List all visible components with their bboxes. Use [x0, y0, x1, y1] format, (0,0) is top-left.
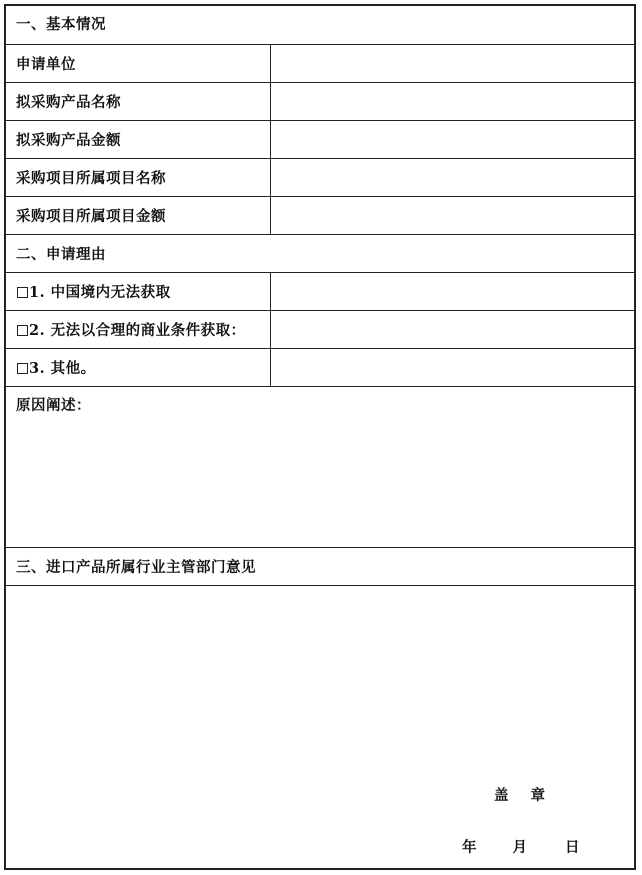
- option-2-label: 2. 无法以合理的商业条件获取：: [29, 322, 246, 339]
- column-divider: [270, 311, 271, 348]
- date-day: 日: [565, 839, 580, 856]
- option-2: [17, 324, 246, 339]
- field-label-product-amount: 拟采购产品金额: [16, 132, 121, 149]
- field-value-product-name[interactable]: [272, 83, 634, 120]
- column-divider: [270, 273, 271, 310]
- field-value-applicant[interactable]: [272, 45, 634, 82]
- column-divider: [270, 349, 271, 386]
- option-row-1: [6, 273, 634, 311]
- field-label-applicant: 申请单位: [16, 56, 76, 73]
- option-1-label: 1. 中国境内无法获取: [29, 284, 171, 301]
- seal-label: [494, 784, 545, 805]
- field-row-project-amount: [6, 197, 634, 235]
- column-divider: [270, 197, 271, 234]
- option-3: [17, 362, 96, 377]
- section1-heading: 一、基本情况: [16, 16, 106, 33]
- column-divider: [270, 121, 271, 158]
- field-label-product-name: 拟采购产品名称: [16, 94, 121, 111]
- application-form: [4, 4, 636, 870]
- option-1-checkbox[interactable]: [17, 287, 28, 298]
- field-row-project-name: [6, 159, 634, 197]
- field-row-applicant: [6, 45, 634, 83]
- section2-heading: 二、申请理由: [16, 246, 106, 263]
- field-value-project-amount[interactable]: [272, 197, 634, 234]
- option-row-3: [6, 349, 634, 387]
- option-3-checkbox[interactable]: [17, 363, 28, 374]
- seal-char-2: 章: [530, 787, 545, 804]
- option-1-value[interactable]: [272, 273, 634, 310]
- column-divider: [270, 83, 271, 120]
- option-3-value[interactable]: [272, 349, 634, 386]
- reason-label: 原因阐述：: [16, 397, 91, 414]
- date-month: 月: [512, 839, 527, 856]
- section3-heading-row: [6, 548, 634, 586]
- column-divider: [270, 45, 271, 82]
- column-divider: [270, 159, 271, 196]
- option-1: [17, 286, 171, 301]
- option-2-value[interactable]: [272, 311, 634, 348]
- field-row-product-amount: [6, 121, 634, 159]
- option-3-label: 3. 其他。: [29, 360, 96, 377]
- option-2-checkbox[interactable]: [17, 325, 28, 336]
- field-label-project-name: 采购项目所属项目名称: [16, 170, 166, 187]
- field-value-project-name[interactable]: [272, 159, 634, 196]
- section2-heading-row: [6, 235, 634, 273]
- opinion-area[interactable]: [6, 586, 634, 868]
- field-label-project-amount: 采购项目所属项目金额: [16, 208, 166, 225]
- option-row-2: [6, 311, 634, 349]
- date-line: [462, 836, 580, 857]
- date-year: 年: [462, 839, 477, 856]
- reason-area[interactable]: [6, 387, 634, 548]
- seal-char-1: 盖: [494, 787, 509, 804]
- section3-heading: 三、进口产品所属行业主管部门意见: [16, 559, 256, 576]
- field-row-product-name: [6, 83, 634, 121]
- section1-heading-row: [6, 6, 634, 45]
- field-value-product-amount[interactable]: [272, 121, 634, 158]
